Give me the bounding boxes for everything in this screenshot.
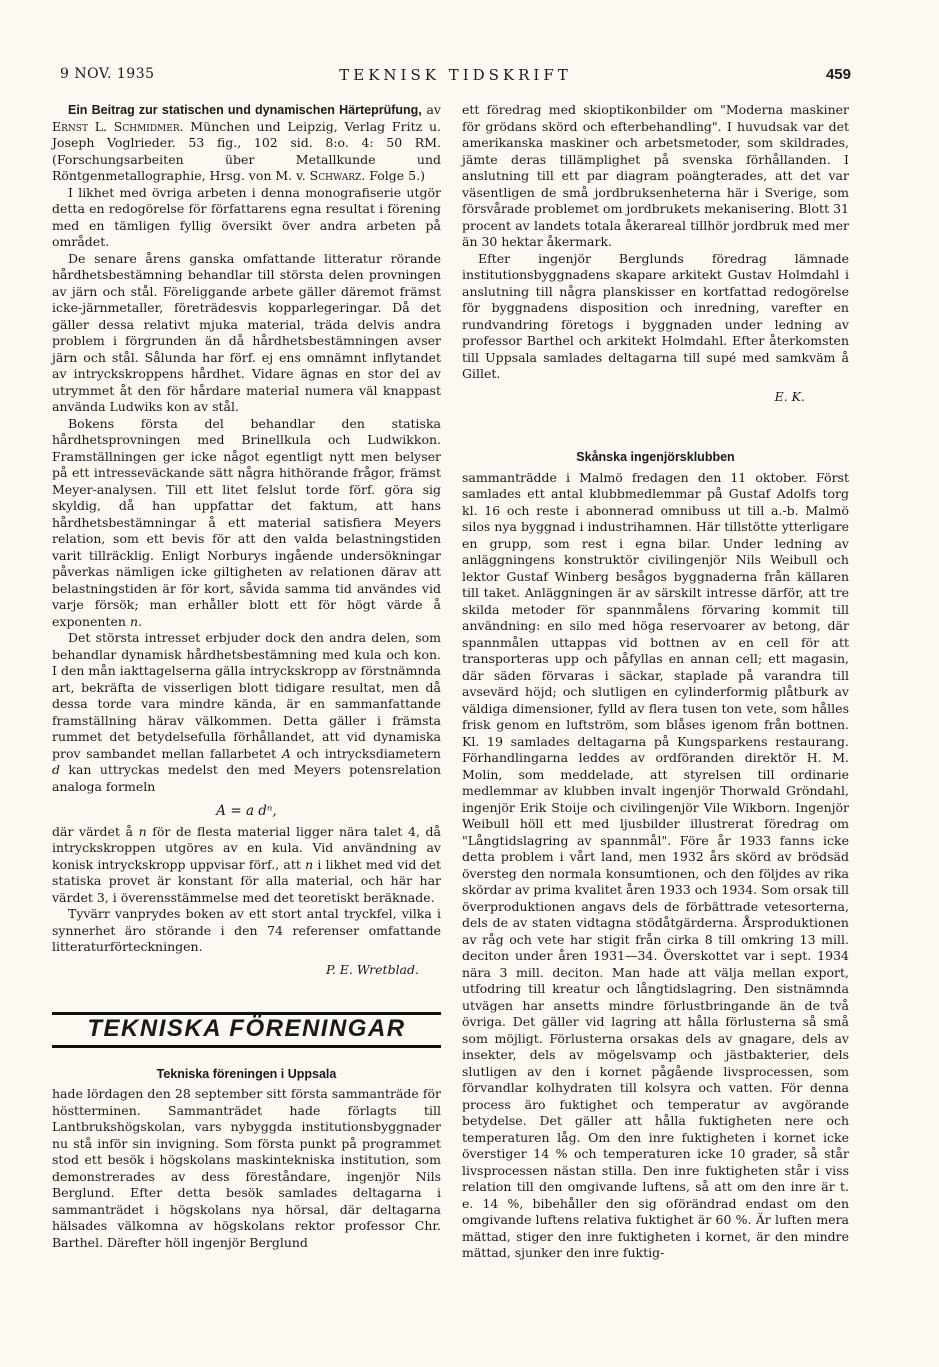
review-paragraph: Det största intresset erbjuder dock den andra delen, som behandlar dynamisk hårdhetsbestämning med kula och kon. I den mån iakttagelserna gälla intryckskropp av förstnämnda art, bekräfta de visserligen blott tidigare resultat, men då dessa torde vara mindre kända, är en sammanfattande framställning härav välkommen. Detta gäller i främsta rummet det betydelsefulla förhållandet, att vid dynamiska prov sambandet mellan fallarbetet A och intrycksdiametern d kan uttryckas medelst den med Meyers potensrelation analoga formeln — [52, 630, 441, 794]
issue-date: 9 NOV. 1935 — [60, 66, 155, 82]
review-paragraph: I likhet med övriga arbeten i denna monografiserie utgör detta en redogörelse för författarens egna resultat i förening med en tämligen fyllig översikt över andra arbeten på området. — [52, 184, 441, 249]
review-signature: P. E. Wretblad. — [325, 961, 419, 977]
book-editor: Schwarz. — [309, 168, 366, 183]
journal-title: TEKNISK TIDSKRIFT — [339, 66, 572, 84]
review-paragraph: Tyvärr vanprydes boken av ett stort antal tryckfel, vilka i synnerhet äro störande i den 74 referenser omfattande litteraturförteckningen. — [52, 906, 441, 954]
book-author: Ernst L. Schmidmer. — [52, 118, 184, 134]
skane-heading: Skånska ingenjörsklubben — [576, 450, 735, 464]
book-review-header: Ein Beitrag zur statischen und dynamischen Härteprüfung, av Ernst L. Schmidmer. München und Leipzig, Verlag Fritz u. Joseph Voglrieder. 53 fig., 102 sid. 8:o. 4: 50 RM. (Forschungsarbeiten über Metallkunde und Röntgenmetallographie, Hrsg. von M. v. Schwarz. Folge 5.) — [52, 102, 441, 183]
uppsala-paragraph-continued: ett föredrag med skioptikonbilder om "Moderna maskiner för grödans skörd och efterbehandling". I huvudsak var det amerikanska maskiner och arbetsmetoder, som skildrades, jämte deras tillämplighet på svenska förhållanden. I anslutning till ett par diagram poängterades, att det var väsentligen de små jordbruksenheterna här i Sverige, som försvårade problemet om jordbrukets mekanisering. Blott 31 procent av landets totala åkerareal tillhör jordbruk med mer än 30 hektar åkermark. — [462, 102, 849, 249]
uppsala-paragraph: hade lördagen den 28 september sitt första sammanträde för höstterminen. Sammanträdet hade förlagts till Lantbrukshögskolan, vars nybyggda institutionsbyggnader nu stå inför sin invigning. Som första punkt på programmet stod ett besök i högskolans maskintekniska institution, som demonstrerades av dess föreståndare, ingenjör Nils Berglund. Efter detta besök samlades deltagarna i sammanträdet i högskolans nya hörsal, där deltagarna hälsades välkomna av högskolans rektor professor Chr. Barthel. Därefter höll ingenjör Berglund — [52, 1086, 441, 1250]
uppsala-paragraph: Efter ingenjör Berglunds föredrag lämnade institutionsbyggnadens skapare arkitekt Gustav Holmdahl i anslutning till några planskisser en kortfattad redogörelse för byggnadens disposition och inredning, varefter en rundvandring företogs i byggnaden under ledning av professor Barthel och arkitekt Holmdahl. Efter återkomsten till Uppsala samlades deltagarna till supé med samkväm å Gillet. — [462, 250, 849, 381]
left-column — [52, 102, 441, 1251]
page-number: 459 — [825, 66, 851, 83]
section-banner — [52, 1012, 441, 1048]
section-title: TEKNISKA FÖRENINGAR — [87, 1015, 406, 1042]
book-publication: München und Leipzig, Verlag Fritz u. Joseph Voglrieder. 53 fig., 102 sid. 8:o. 4: 50 RM. (Forschungsarbeiten über Metallkunde und Röntgenmetallographie, Hrsg. von M. v. — [52, 118, 441, 183]
right-column — [462, 102, 849, 1262]
book-title: Ein Beitrag zur statischen und dynamischen Härteprüfung, — [68, 103, 422, 117]
running-head — [60, 66, 851, 88]
uppsala-heading: Tekniska föreningen i Uppsala — [156, 1066, 337, 1081]
review-paragraph: De senare årens ganska omfattande litteratur rörande hårdhetsbestämning behandlar till största delen provningen av järn och stål. Föreliggande arbete gäller däremot främst icke-järnmetaller, företrädesvis kopparlegeringar. Då det gäller dessa relativt mjuka material, träda delvis andra problem i förgrunden än då hårdhetsbestämningen avser järn och stål. Sålunda har förf. ej ens omnämnt inflytandet av intryckskroppens hårdhet. Vidare ägnas en stor del av utrymmet åt den för hårdare material numera väl knappast använda Ludwiks kon av stål. — [52, 250, 441, 414]
meyer-formula: A = a dⁿ, — [216, 803, 277, 819]
skane-paragraph: sammanträdde i Malmö fredagen den 11 oktober. Först samlades ett antal klubbmedlemmar på Gustaf Adolfs torg kl. 16 och reste i abonnerad omnibuss ut till a.-b. Malmö silos nya byggnad i industrihamnen. Här tillstötte ytterligare en grupp, som rest i egna bilar. Under ledning av anläggningens konstruktör civilingenjör Nils Weibull och lektor Gustaf Winberg besågos byggnaderna från källaren till taket. Anläggningen är av särskilt intresse därför, att tre skilda metoder för spannmålens förvaring kommit till användning: en silo med höga reservoarer av betong, där spannmålen uttappas vid bottnen av en cell för att transporteras upp och påfyllas en annan cell; ett magasin, där säden förvaras i säckar, staplade på varandra till avsevärd höjd; och slutligen en cylinderformig plåtburk av väldiga dimensioner, fylld av flera tusen ton vete, som hålles frisk genom en luftström, som blåses igenom från bottnen. Kl. 19 samlades deltagarna på Kungsparkens restaurang. Förhandlingarna leddes av ordföranden direktör H. M. Molin, som meddelade, att styrelsen till ordinarie medlemmar av klubben invalt ingenjör Thorwald Gröndahl, ingenjör Erik Stoije och civilingenjör Vile Wikborn. Ingenjör Weibull höll ett med ljusbilder illustrerat föredrag om "Långtidslagring av spannmål". Före år 1933 fanns icke detta problem i vårt land, men 1932 års skörd av brödsäd översteg den normala konsumtionen, och den följdes av rika skördar av prima kvalitet åren 1933 och 1934. Som orsak till överproduktionen angavs dels de förbättrade vetesorterna, dels de av staten vidtagna stödåtgärderna. Årsproduktionen av råg och vete har stigit från cirka 8 till omkring 13 mill. deciton under åren 1931—34. Överskottet var i sept. 1934 nära 3 mill. deciton. Man hade att välja mellan export, utfodring till kreatur och långtidslagring. Den sistnämnda utvägen har ansetts mindre förlustbringande än de två övriga. Det gäller vid lagring att hålla förlusterna så små som möjligt. Förlusterna orsakas dels av gnagare, dels av insekter, dels av mögelsvamp och jästbakterier, dels slutligen av den i kornet pågående livsprocessen, som förvandlar kolhydraten till kolsyra och vatten. För denna process äro fuktighet och temperatur av avgörande betydelse. Det gäller att hålla fuktigheten nere och temperaturen låg. Om den inre fuktigheten i kornet icke överstiger 14 % och temperaturen icke 10 grader, så står livsprocessen nästan stilla. Den inre fuktigheten står i viss relation till den omgivande luftens, så att om den inre är t. e. 14 %, bibehåller den sig oförändrad endast om den omgivande luftens relativa fuktighet är 60 %. Är luften mera mättad, stiger den inre fuktigheten i kornet, är den mindre mättad, sjunker den inre fuktig- — [462, 469, 849, 1260]
review-paragraph: Bokens första del behandlar den statiska hårdhetsprovningen med Brinellkula och Ludwikkon. Framställningen ger icke något egentligt nytt men belyser på ett intresseväckande sätt några hithörande frågor, främst Meyer-analysen. Till ett litet felslut torde förf. göra sig skyldig, då han uppfattar det faktum, att hans hårdhetsbestämningar å ett material satisfiera Meyers relation, som ett bevis för att den valda belastningstiden varit tillräcklig. Enligt Norburys ingående undersökningar påverkas nämligen icke giltigheten av relationen därav att belastningstiden är för kort, såvida samma tid användes vid varje försök; man erhåller blott ett för högt värde å exponenten n. — [52, 415, 441, 629]
review-paragraph: där värdet å n för de flesta material ligger nära talet 4, då intryckskroppen utgöres av en kula. Vid användning av konisk intryckskropp uppvisar förf., att n i likhet med vid det statiska provet är konstant för alla material, och här har värdet 3, i överensstämmelse med det teoretiskt beräknade. — [52, 823, 441, 905]
uppsala-signature: E. K. — [774, 388, 805, 404]
